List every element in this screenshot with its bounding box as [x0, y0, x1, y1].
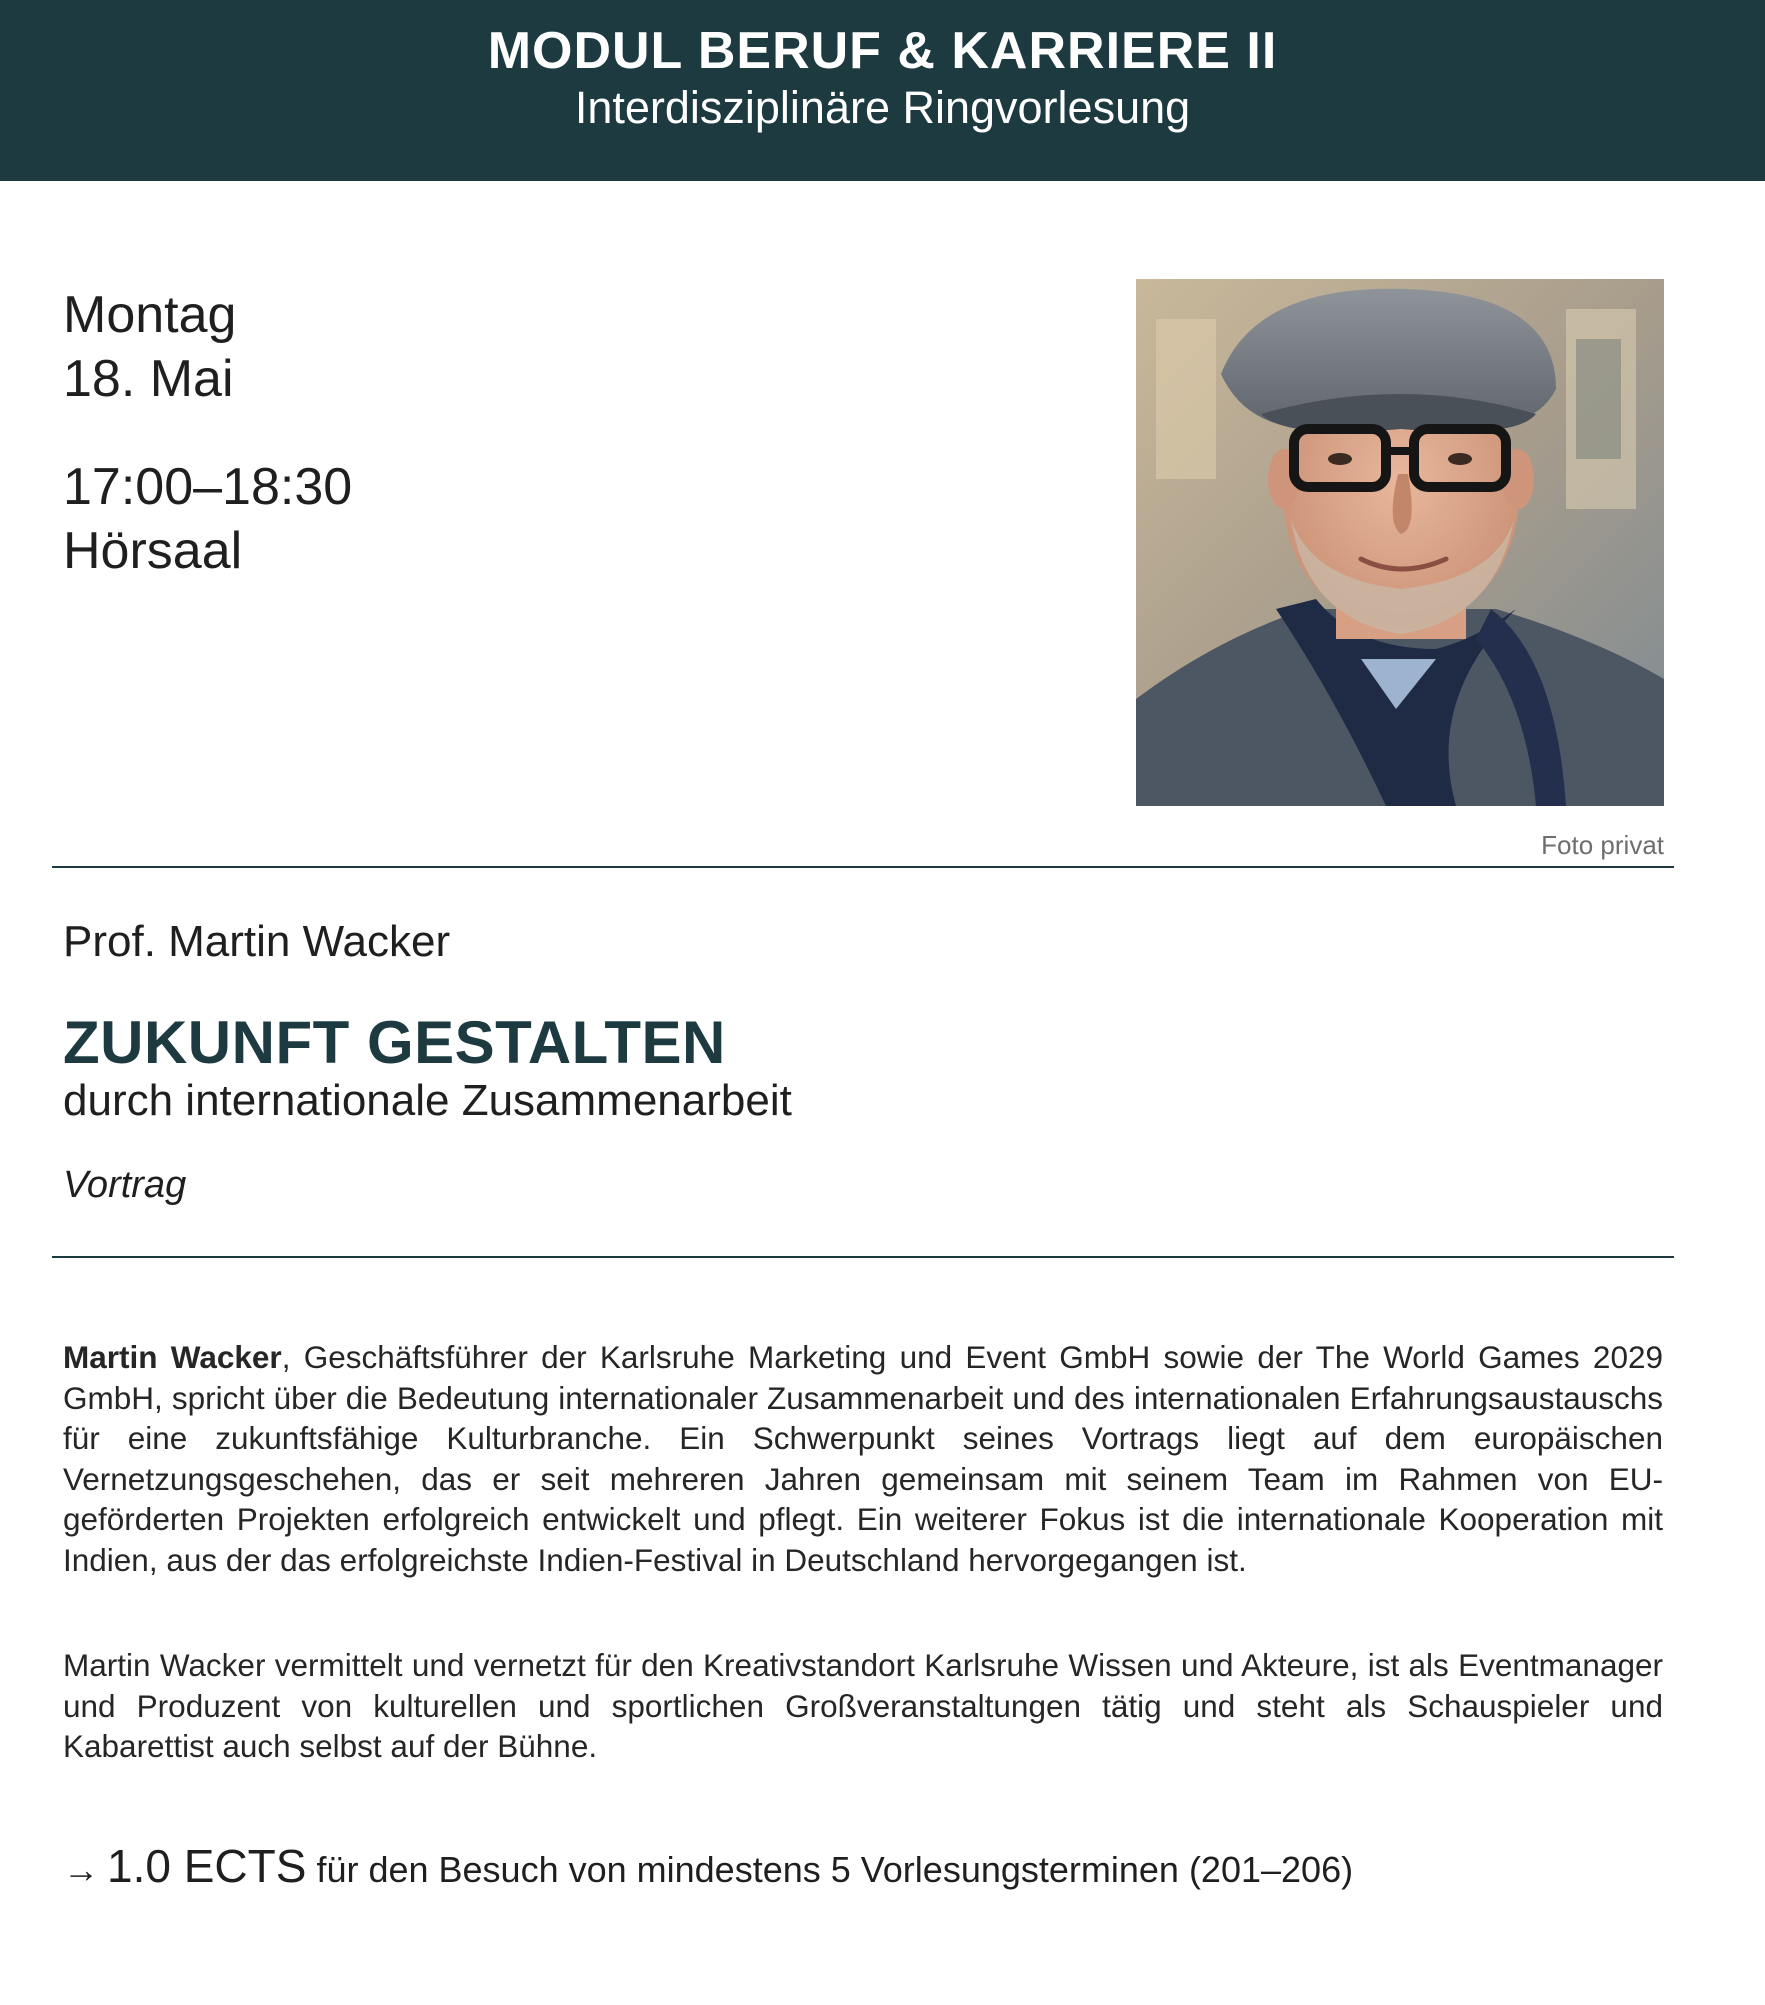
- event-weekday: Montag: [63, 286, 237, 344]
- description-paragraph-2: Martin Wacker vermittelt und vernetzt für den Kreativstandort Karlsruhe Wissen und Akteure, ist als Eventmanager und Produzent von kulturellen und sportlichen Großveranstaltungen tätig und steht als Schauspieler und Kabarettist auch selbst auf der Bühne.: [63, 1647, 1663, 1764]
- arrow-right-icon: →: [63, 1849, 99, 1890]
- lecture-title: ZUKUNFT GESTALTEN: [63, 1009, 726, 1076]
- event-day: 18. Mai: [63, 350, 234, 408]
- photo-caption: Foto privat: [1541, 830, 1664, 860]
- ects-note: [63, 1836, 1353, 1900]
- divider-top: [52, 866, 1674, 868]
- speaker-photo: [1136, 279, 1664, 806]
- event-date: [63, 283, 236, 411]
- description-speaker-name: Martin Wacker: [63, 1339, 282, 1375]
- ects-amount: 1.0 ECTS: [107, 1840, 307, 1892]
- event-time: 17:00–18:30: [63, 458, 353, 516]
- lecture-type: Vortrag: [63, 1164, 187, 1206]
- speaker-name: Prof. Martin Wacker: [63, 917, 451, 966]
- event-time-location: [63, 455, 352, 583]
- lecture-subtitle: durch internationale Zusammenarbeit: [63, 1076, 792, 1125]
- event-location: Hörsaal: [63, 522, 243, 580]
- ects-text: für den Besuch von mindestens 5 Vorlesungsterminen (201–206): [316, 1849, 1354, 1890]
- divider-bottom: [52, 1256, 1674, 1258]
- module-subtitle: Interdisziplinäre Ringvorlesung: [574, 82, 1191, 133]
- description-paragraph-1-text: , Geschäftsführer der Karlsruhe Marketing und Event GmbH sowie der The World Games 2029 GmbH, spricht über die Bedeutung internationaler Zusammenarbeit und des internationalen Erfahrungsaustauschs für eine zukunftsfähige Kulturbranche. Ein Schwerpunkt seines Vortrags liegt auf dem europäischen Vernetzungsgeschehen, das er seit mehreren Jahren gemeinsam mit seinem Team im Rahmen von EU-geförderten Projekten erfolgreich entwickelt und pflegt. Ein weiterer Fokus ist die internationale Kooperation mit Indien, aus der das erfolgreichste Indien-Festival in Deutschland hervorgegangen ist.: [63, 1339, 1663, 1578]
- description-paragraph-1: [63, 1337, 1663, 1580]
- module-title: MODUL BERUF & KARRIERE II: [487, 22, 1278, 80]
- header-banner: [0, 0, 1765, 181]
